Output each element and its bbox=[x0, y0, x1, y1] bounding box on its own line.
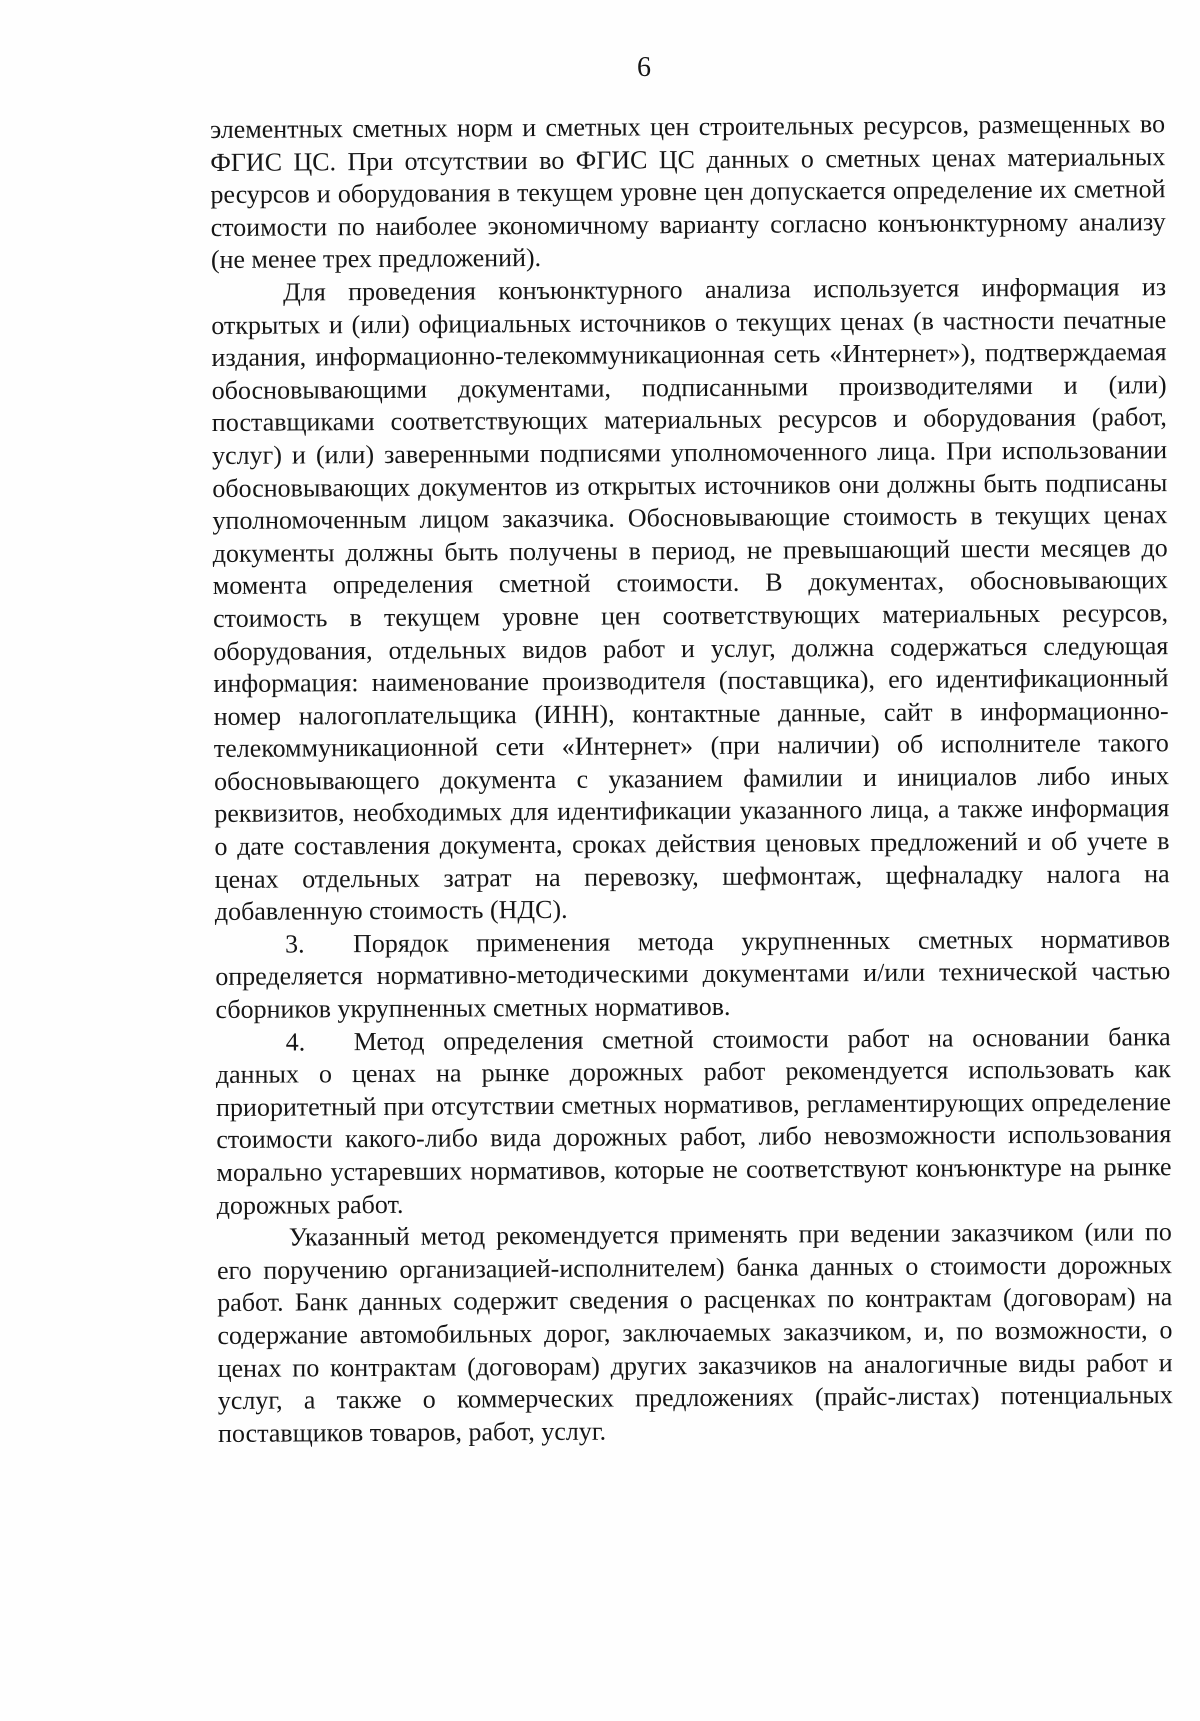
numbered-paragraph-3 bbox=[215, 923, 1171, 1027]
paragraph-number: 3. bbox=[284, 929, 305, 959]
paragraph-data-bank: Указанный метод рекомендуется применять при ведении заказчиком (или по его поручению организацией-исполнителем) банка данных о стоимости дорожных работ. Банк данных содержит сведения о расценках по контрактам (договорам) на содержание автомобильных дорог, заключаемых заказчиком, и, по возможности, о ценах по контрактам (договорам) других заказчиков на аналогичные виды работ и услуг, а также о коммерческих предложениях (прайс-листах) потенциальных поставщиков товаров, работ, услуг. bbox=[216, 1217, 1173, 1448]
paragraph-market-analysis: Для проведения конъюнктурного анализа используется информация из открытых и (или) официальных источников о текущих ценах (в частности печатные издания, информационно-телекоммуникационная сеть «Интернет»), подтверждаемая обосновывающими документами, подписанными производителями и (или) поставщиками соответствующих материальных ресурсов и оборудования (работ, услуг) и (или) заверенными подписями уполномоченного лица. При использовании обосновывающих документов из открытых источников они должны быть подписаны уполномоченным лицом заказчика. Обосновывающие стоимость в текущих ценах документы должны быть получены в период, не превышающий шести месяцев до момента определения сметной стоимости. В документах, обосновывающих стоимость в текущем уровне цен соответствующих материальных ресурсов, оборудования, отдельных видов работ и услуг, должна содержаться следующая информация: наименование производителя (поставщика), его идентификационный номер налогоплательщика (ИНН), контактные данные, сайт в информационно-телекоммуникационной сети «Интернет» (при наличии) об исполнителе такого обосновывающего документа с указанием фамилии и инициалов либо иных реквизитов, необходимых для идентификации указанного лица, а также информация о дате составления документа, сроках действия ценовых предложений и об учете в ценах отдельных затрат на перевозку, шефмонтаж, щефналадку налога на добавленную стоимость (НДС). bbox=[211, 272, 1170, 927]
document-body bbox=[210, 108, 1173, 1450]
paragraph-text: Порядок применения метода укрупненных сметных нормативов определяется нормативно-методическими документами и/или технической частью сборников укрупненных сметных нормативов. bbox=[215, 923, 1171, 1025]
numbered-paragraph-4 bbox=[216, 1021, 1172, 1222]
paragraph-text: Метод определения сметной стоимости работ на основании банка данных о ценах на рынке дорожных работ рекомендуется использовать как приоритетный при отсутствии сметных нормативов, регламентирующих определение стоимости какого-либо вида дорожных работ, либо невозможности использования морально устаревших нормативов, которые не соответствуют конъюнктуре на рынке дорожных работ. bbox=[215, 1021, 1172, 1220]
paragraph-number: 4. bbox=[285, 1027, 306, 1057]
page-number: 6 bbox=[637, 52, 651, 83]
paragraph-continuation: элементных сметных норм и сметных цен строительных ресурсов, размещенных во ФГИС ЦС. При отсутствии во ФГИС ЦС данных о сметных ценах материальных ресурсов и оборудования в текущем уровне цен допускается определение их сметной стоимости по наиболее экономичному варианту согласно конъюнктурному анализу (не менее трех предложений). bbox=[210, 109, 1166, 275]
